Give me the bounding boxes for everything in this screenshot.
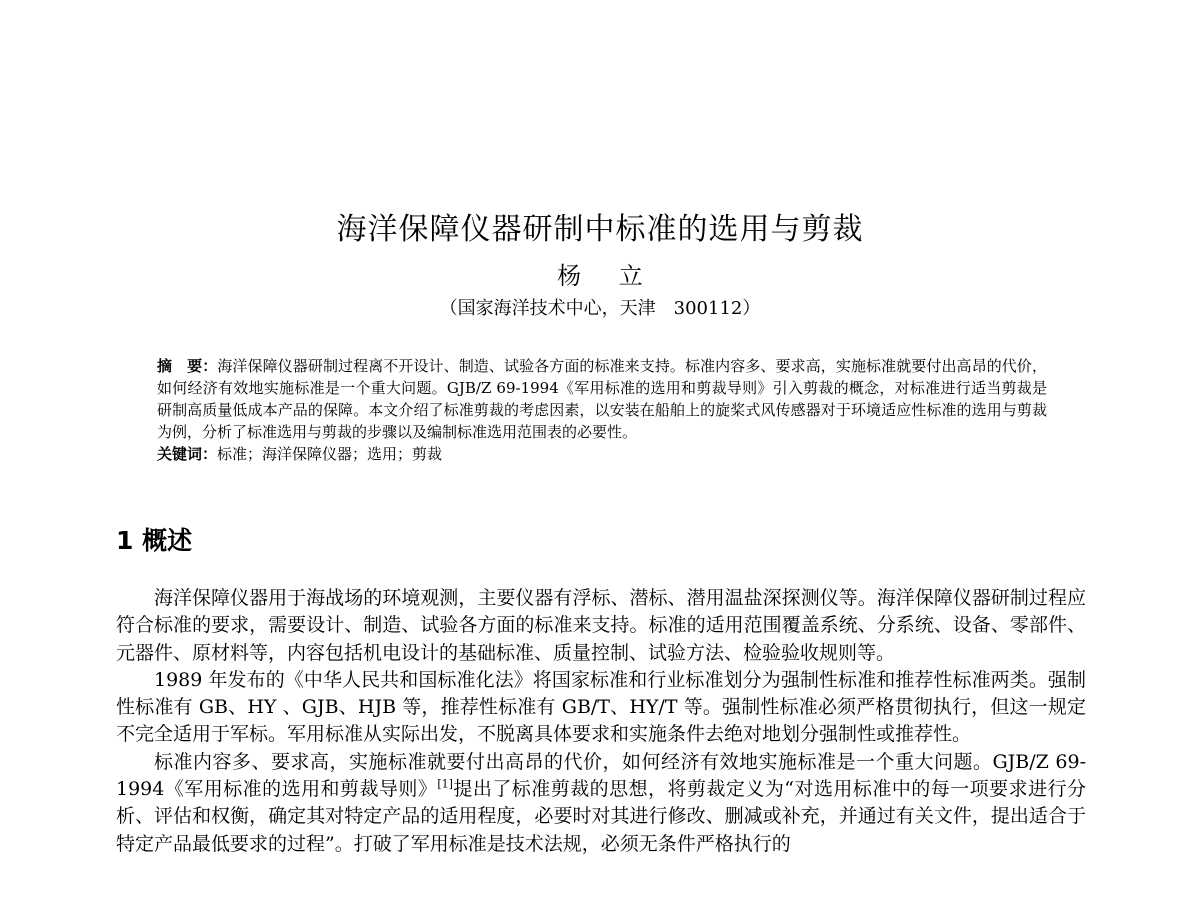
abstract-label: 摘 要： bbox=[157, 357, 218, 375]
section-body bbox=[116, 585, 1086, 858]
keywords-label: 关键词： bbox=[157, 445, 218, 463]
body-paragraph-3 bbox=[116, 749, 1086, 858]
paragraph-3-text-b: 提出了标准剪裁的思想，将剪裁定义为“对选用标准中的每一项要求进行分析、评估和权衡，确定其对特定产品的适用程度，必要时对其进行修改、删减或补充，并通过有关文件，提出适合于特定产品最低要求的过程”。打破了军用标准是技术法规，必须无条件严格执行的 bbox=[116, 778, 1087, 855]
body-paragraph-2: 1989 年发布的《中华人民共和国标准化法》将国家标准和行业标准划分为强制性标准和推荐性标准两类。强制性标准有 GB、HY 、GJB、HJB 等，推荐性标准有 GB/T、HY/T 等。强制性标准必须严格贯彻执行，但这一规定不完全适用于军标。军用标准从实际出发，不脱离具体要求和实施条件去绝对地划分强制性或推荐性。 bbox=[116, 668, 1086, 746]
paper-title: 海洋保障仪器研制中标准的选用与剪裁 bbox=[336, 212, 864, 247]
body-paragraph-1: 海洋保障仪器用于海战场的环境观测，主要仪器有浮标、潜标、潜用温盐深探测仪等。海洋保障仪器研制过程应符合标准的要求，需要设计、制造、试验各方面的标准来支持。标准的适用范围覆盖系统、分系统、设备、零部件、元器件、原材料等，内容包括机电设计的基础标准、质量控制、试验方法、检验验收规则等。 bbox=[116, 587, 1086, 664]
abstract-text: 海洋保障仪器研制过程离不开设计、制造、试验各方面的标准来支持。标准内容多、要求高，实施标准就要付出高昂的代价，如何经济有效地实施标准是一个重大问题。GJB/Z 69-1994《军用标准的选用和剪裁导则》引入剪裁的概念，对标准进行适当剪裁是研制高质量低成本产品的保障。本文介绍了标准剪裁的考虑因素，以安装在船舶上的旋桨式风传感器对于环境适应性标准的选用与剪裁为例，分析了标准选用与剪裁的步骤以及编制标准选用范围表的必要性。 bbox=[157, 357, 1047, 441]
citation-ref[interactable]: [1] bbox=[437, 777, 453, 791]
keywords-line bbox=[157, 443, 1047, 465]
keywords-text: 标准；海洋保障仪器；选用；剪裁 bbox=[217, 445, 443, 463]
abstract-block bbox=[157, 355, 1047, 465]
paragraph-3-text-a: 标准内容多、要求高，实施标准就要付出高昂的代价，如何经济有效地实施标准是一个重大问题。GJB/Z 69-1994《军用标准的选用和剪裁导则》 bbox=[116, 750, 1086, 801]
paper-author: 杨 立 bbox=[557, 262, 643, 290]
abstract-paragraph bbox=[157, 355, 1047, 443]
paper-affiliation: （国家海洋技术中心，天津 300112） bbox=[439, 298, 761, 319]
section-heading: 1 概述 bbox=[116, 526, 193, 555]
